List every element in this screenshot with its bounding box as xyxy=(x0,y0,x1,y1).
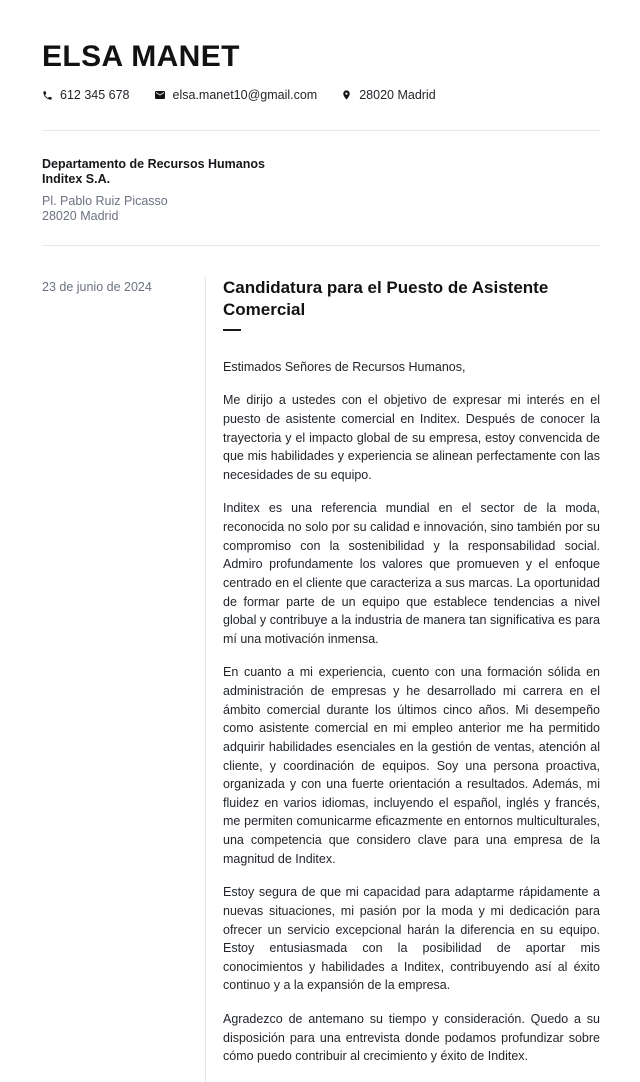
letter-paragraph: Agradezco de antemano su tiempo y consideración. Quedo a su disposición para una entrevista donde podamos profundizar sobre cómo puedo contribuir al crecimiento y éxito de Inditex. xyxy=(223,1012,600,1064)
recipient-company: Inditex S.A. xyxy=(42,171,111,186)
email-icon xyxy=(154,89,166,101)
email-address: elsa.manet10@gmail.com xyxy=(172,88,318,102)
recipient-block xyxy=(42,157,600,224)
contact-location xyxy=(341,88,435,102)
recipient-department: Departamento de Recursos Humanos xyxy=(42,157,265,171)
letter-greeting: Estimados Señores de Recursos Humanos, xyxy=(223,359,466,374)
location-text: 28020 Madrid xyxy=(359,88,436,102)
letter-date: 23 de junio de 2024 xyxy=(42,279,152,294)
recipient-divider xyxy=(42,245,600,246)
letter-paragraph: Estoy segura de que mi capacidad para adaptarme rápidamente a nuevas situaciones, mi pasión por la moda y mi dedicación para ofrecer un servicio excepcional harán la diferencia en su equipo. Estoy entusiasmada con la posibilidad de aportar mis conocimientos y habilidades a Inditex, contribuyendo así al éxito continuo y a la expansión de la empresa. xyxy=(223,885,600,993)
recipient-address-line2: 28020 Madrid xyxy=(42,208,119,223)
letter-content-column xyxy=(205,277,600,1082)
contact-phone xyxy=(42,88,130,102)
letter-paragraph: Me dirijo a ustedes con el objetivo de expresar mi interés en el puesto de asistente comercial en Inditex. Después de conocer la trayectoria y el impacto global de su empresa, estoy convencida de que mis habilidades y experiencia se alinean perfectamente con las necesidades de su equipo. xyxy=(223,393,600,482)
location-icon xyxy=(341,89,352,101)
subject-underline-dash xyxy=(223,329,241,331)
letter-paragraph: En cuanto a mi experiencia, cuento con una formación sólida en administración de empresas y he desarrollado mi carrera en el ámbito comercial durante los últimos cinco años. Mi desempeño como asistente comercial en mi empleo anterior me ha permitido adquirir habilidades esenciales en la gestión de ventas, atención al cliente, y coordinación de equipos. Soy una persona proactiva, organizada y con una fuerte orientación a resultados. Además, mi fluidez en varios idiomas, incluyendo el español, inglés y francés, me permiten comunicarme eficazmente en entornos multiculturales, una competencia que considero clave para una empresa de la magnitud de Inditex. xyxy=(223,665,600,866)
letter-subject: Candidatura para el Puesto de Asistente Comercial xyxy=(223,277,549,319)
header-divider xyxy=(42,130,600,131)
recipient-address-line1: Pl. Pablo Ruiz Picasso xyxy=(42,194,168,209)
contact-row xyxy=(42,88,600,102)
cover-letter-page xyxy=(0,40,640,1064)
date-column xyxy=(42,277,205,1082)
letter-section xyxy=(42,277,600,1082)
contact-email xyxy=(154,88,318,102)
letter-paragraph: Inditex es una referencia mundial en el sector de la moda, reconocida no solo por su calidad e innovación, sino también por su compromiso con la sostenibilidad y la responsabilidad social. Admiro profundamente los valores que promueven y el enfoque centrado en el cliente que caracteriza a sus marcas. La oportunidad de formar parte de un equipo que establece tendencias a nivel global y contribuye a la industria de manera tan significativa es para mí una motivación inmensa. xyxy=(223,501,600,646)
phone-icon xyxy=(42,90,53,101)
phone-number: 612 345 678 xyxy=(60,88,130,102)
applicant-name: ELSA MANET xyxy=(42,40,240,73)
header xyxy=(42,40,600,102)
